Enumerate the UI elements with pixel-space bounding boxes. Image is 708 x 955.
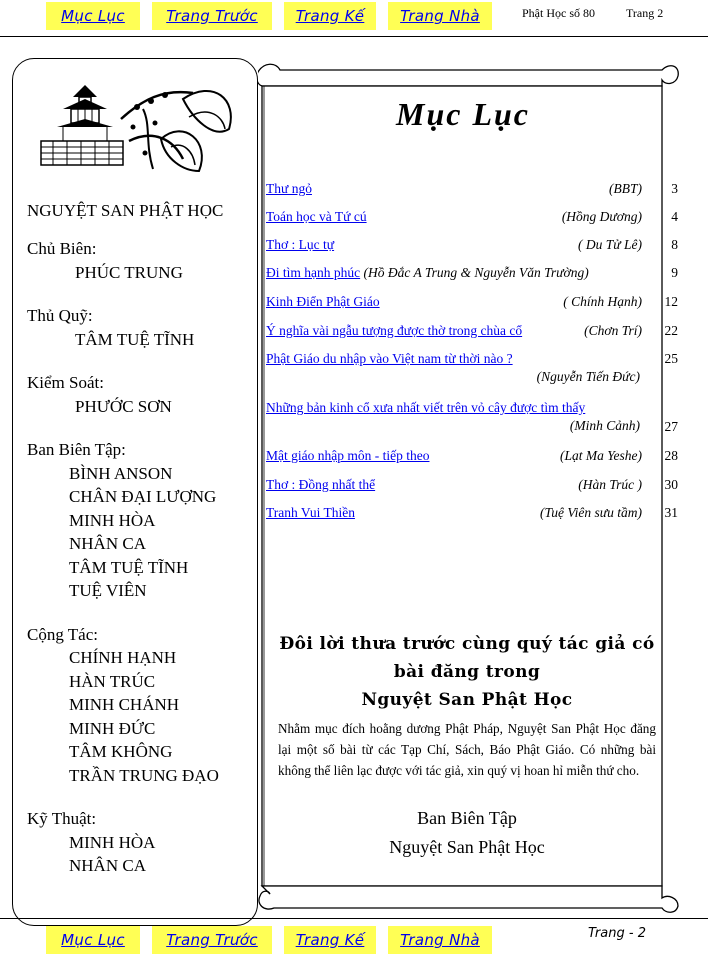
tech-member: MINH HÒA (69, 832, 156, 852)
contributor: TRẦN TRUNG ĐẠO (69, 765, 219, 785)
toc-entry (266, 448, 678, 466)
staff-list (27, 237, 219, 878)
header-page-number: Trang 2 (626, 6, 664, 20)
toc-entry-link[interactable]: Tranh Vui Thiền (266, 505, 355, 520)
nav-home-link[interactable]: Trang Nhà (388, 2, 492, 30)
nav-home-link[interactable]: Trang Nhà (388, 926, 492, 954)
staff-sidebar (12, 58, 258, 926)
notice-heading-line1: Đôi lời thưa trước cùng quý tác giả có (279, 634, 655, 654)
toc-entry-link[interactable]: Phật Giáo du nhập vào Việt nam từ thời nào ? (266, 351, 513, 366)
toc-entry-author: ( Du Tử Lê) (578, 237, 642, 252)
board-label: Ban Biên Tập: (27, 440, 126, 459)
board-member: TUỆ VIÊN (69, 581, 147, 600)
toc-entry-page: 9 (671, 265, 678, 280)
toc-title: Mục Lục (396, 96, 530, 132)
toc-entry-link[interactable]: Thơ : Lục tự (266, 237, 335, 252)
header-rule (0, 36, 708, 37)
toc-entry-author: (Hồng Dương) (561, 209, 642, 224)
toc-entry-link[interactable]: Thơ : Đồng nhất thể (266, 477, 376, 492)
board-member: CHÂN ĐẠI LƯỢNG (69, 487, 217, 506)
toc-entry-link[interactable]: Toán học và Tứ cú (266, 209, 367, 224)
toc-entry (266, 477, 678, 495)
toc-entry (266, 505, 678, 523)
toc-entry-author: (Lạt Ma Yeshe) (559, 448, 642, 463)
toc-entry-page: 8 (671, 237, 678, 252)
contributor: CHÍNH HẠNH (69, 648, 177, 667)
toc-entry-page: 4 (671, 209, 678, 224)
board-member: BÌNH ANSON (69, 463, 173, 483)
board-member: NHÂN CA (69, 534, 146, 553)
treasurer-name: TÂM TUỆ TĨNH (75, 329, 195, 349)
toc-entry (266, 400, 678, 434)
toc-entry (266, 209, 678, 227)
tech-member: NHÂN CA (69, 856, 146, 875)
toc-entry-link[interactable]: Mật giáo nhập môn - tiếp theo (266, 448, 430, 463)
notice-to-authors (278, 630, 656, 781)
toc-entry (266, 294, 678, 312)
nav-toc-link[interactable]: Mục Lục (46, 926, 140, 954)
toc-entry (266, 237, 678, 255)
issue-number: Phật Học số 80 (522, 6, 595, 20)
board-member: MINH HÒA (69, 510, 156, 530)
toc-entry-page: 30 (664, 477, 678, 492)
toc-entry-page: 22 (664, 323, 678, 338)
treasurer-label: Thủ Quỹ: (27, 306, 93, 325)
pagoda-illustration (33, 79, 243, 179)
notice-body: Nhằm mục đích hoằng dương Phật Pháp, Nguyệt San Phật Học đăng lại một số bài từ các Tạp Chí, Sách, Báo Phật Giáo. Có những bài không thể liên lạc được với tác giả, xin quý vị hoan hỉ miễn thứ cho. (278, 721, 656, 778)
toc-entry (266, 351, 678, 384)
contributor: MINH CHÁNH (69, 695, 180, 714)
toc-entry-page: 12 (664, 294, 678, 309)
toc-entry (266, 323, 678, 341)
tech-label: Kỹ Thuật: (27, 809, 97, 828)
notice-heading-line2: bài đăng trong (393, 662, 541, 682)
toc-entry-link[interactable]: Những bản kinh cổ xưa nhất viết trên vỏ cây được tìm thấy (266, 400, 586, 415)
notice-heading-line3: Nguyệt San Phật Học (361, 690, 573, 710)
editor-name: PHÚC TRUNG (75, 262, 183, 282)
control-label: Kiểm Soát: (27, 373, 104, 392)
toc-entry-link[interactable]: Đi tìm hạnh phúc (266, 265, 361, 280)
nav-next-link[interactable]: Trang Kế (284, 926, 376, 954)
nav-prev-link[interactable]: Trang Trước (152, 2, 272, 30)
footer-page-number: Trang - 2 (588, 926, 646, 941)
editor-label: Chủ Biên: (27, 239, 97, 258)
board-member: TÂM TUỆ TĨNH (69, 557, 189, 577)
nav-prev-link[interactable]: Trang Trước (152, 926, 272, 954)
toc-entry-page: 31 (664, 505, 678, 520)
toc-entry-author: (Hàn Trúc ) (578, 477, 642, 492)
nav-toc-link[interactable]: Mục Lục (46, 2, 140, 30)
contributor: HÀN TRÚC (69, 671, 156, 691)
footer-rule (0, 918, 708, 919)
bottom-nav (46, 926, 492, 954)
contrib-label: Cộng Tác: (27, 624, 98, 644)
toc-entry-link[interactable]: Thư ngỏ (266, 181, 312, 196)
toc-entry-author: (Hồ Đắc A Trung & Nguyễn Văn Trường) (363, 265, 589, 280)
toc-entry-author: ( Chính Hạnh) (563, 294, 642, 309)
nav-next-link[interactable]: Trang Kế (284, 2, 376, 30)
toc-entry-author: (BBT) (609, 181, 642, 196)
contributor: TÂM KHÔNG (69, 742, 173, 761)
toc-entry (266, 181, 678, 199)
toc-entry-page: 27 (664, 419, 678, 434)
toc-entry-author: (Chơn Trí) (584, 323, 642, 338)
toc-entry-page: 28 (664, 448, 678, 463)
toc-entry-author: (Minh Cảnh) (569, 418, 640, 433)
toc-entry-author: (Nguyễn Tiến Đức) (536, 369, 640, 384)
toc-entry (266, 265, 678, 283)
top-nav (46, 2, 492, 30)
masthead-title: NGUYỆT SAN PHẬT HỌC (27, 201, 224, 220)
signature-board: Ban Biên Tập (417, 808, 517, 828)
toc-entry-author: (Tuệ Viên sưu tầm) (540, 505, 642, 520)
contributor: MINH ĐỨC (69, 718, 156, 738)
control-name: PHƯỚC SƠN (75, 396, 172, 416)
signature-publication: Nguyệt San Phật Học (389, 837, 545, 857)
toc-entry-page: 3 (671, 181, 678, 196)
toc-entry-page: 25 (664, 351, 678, 366)
toc-entry-link[interactable]: Ý nghĩa vài ngẫu tượng được thờ trong chùa cổ (266, 323, 523, 338)
toc-entry-link[interactable]: Kinh Điển Phật Giáo (266, 294, 380, 309)
